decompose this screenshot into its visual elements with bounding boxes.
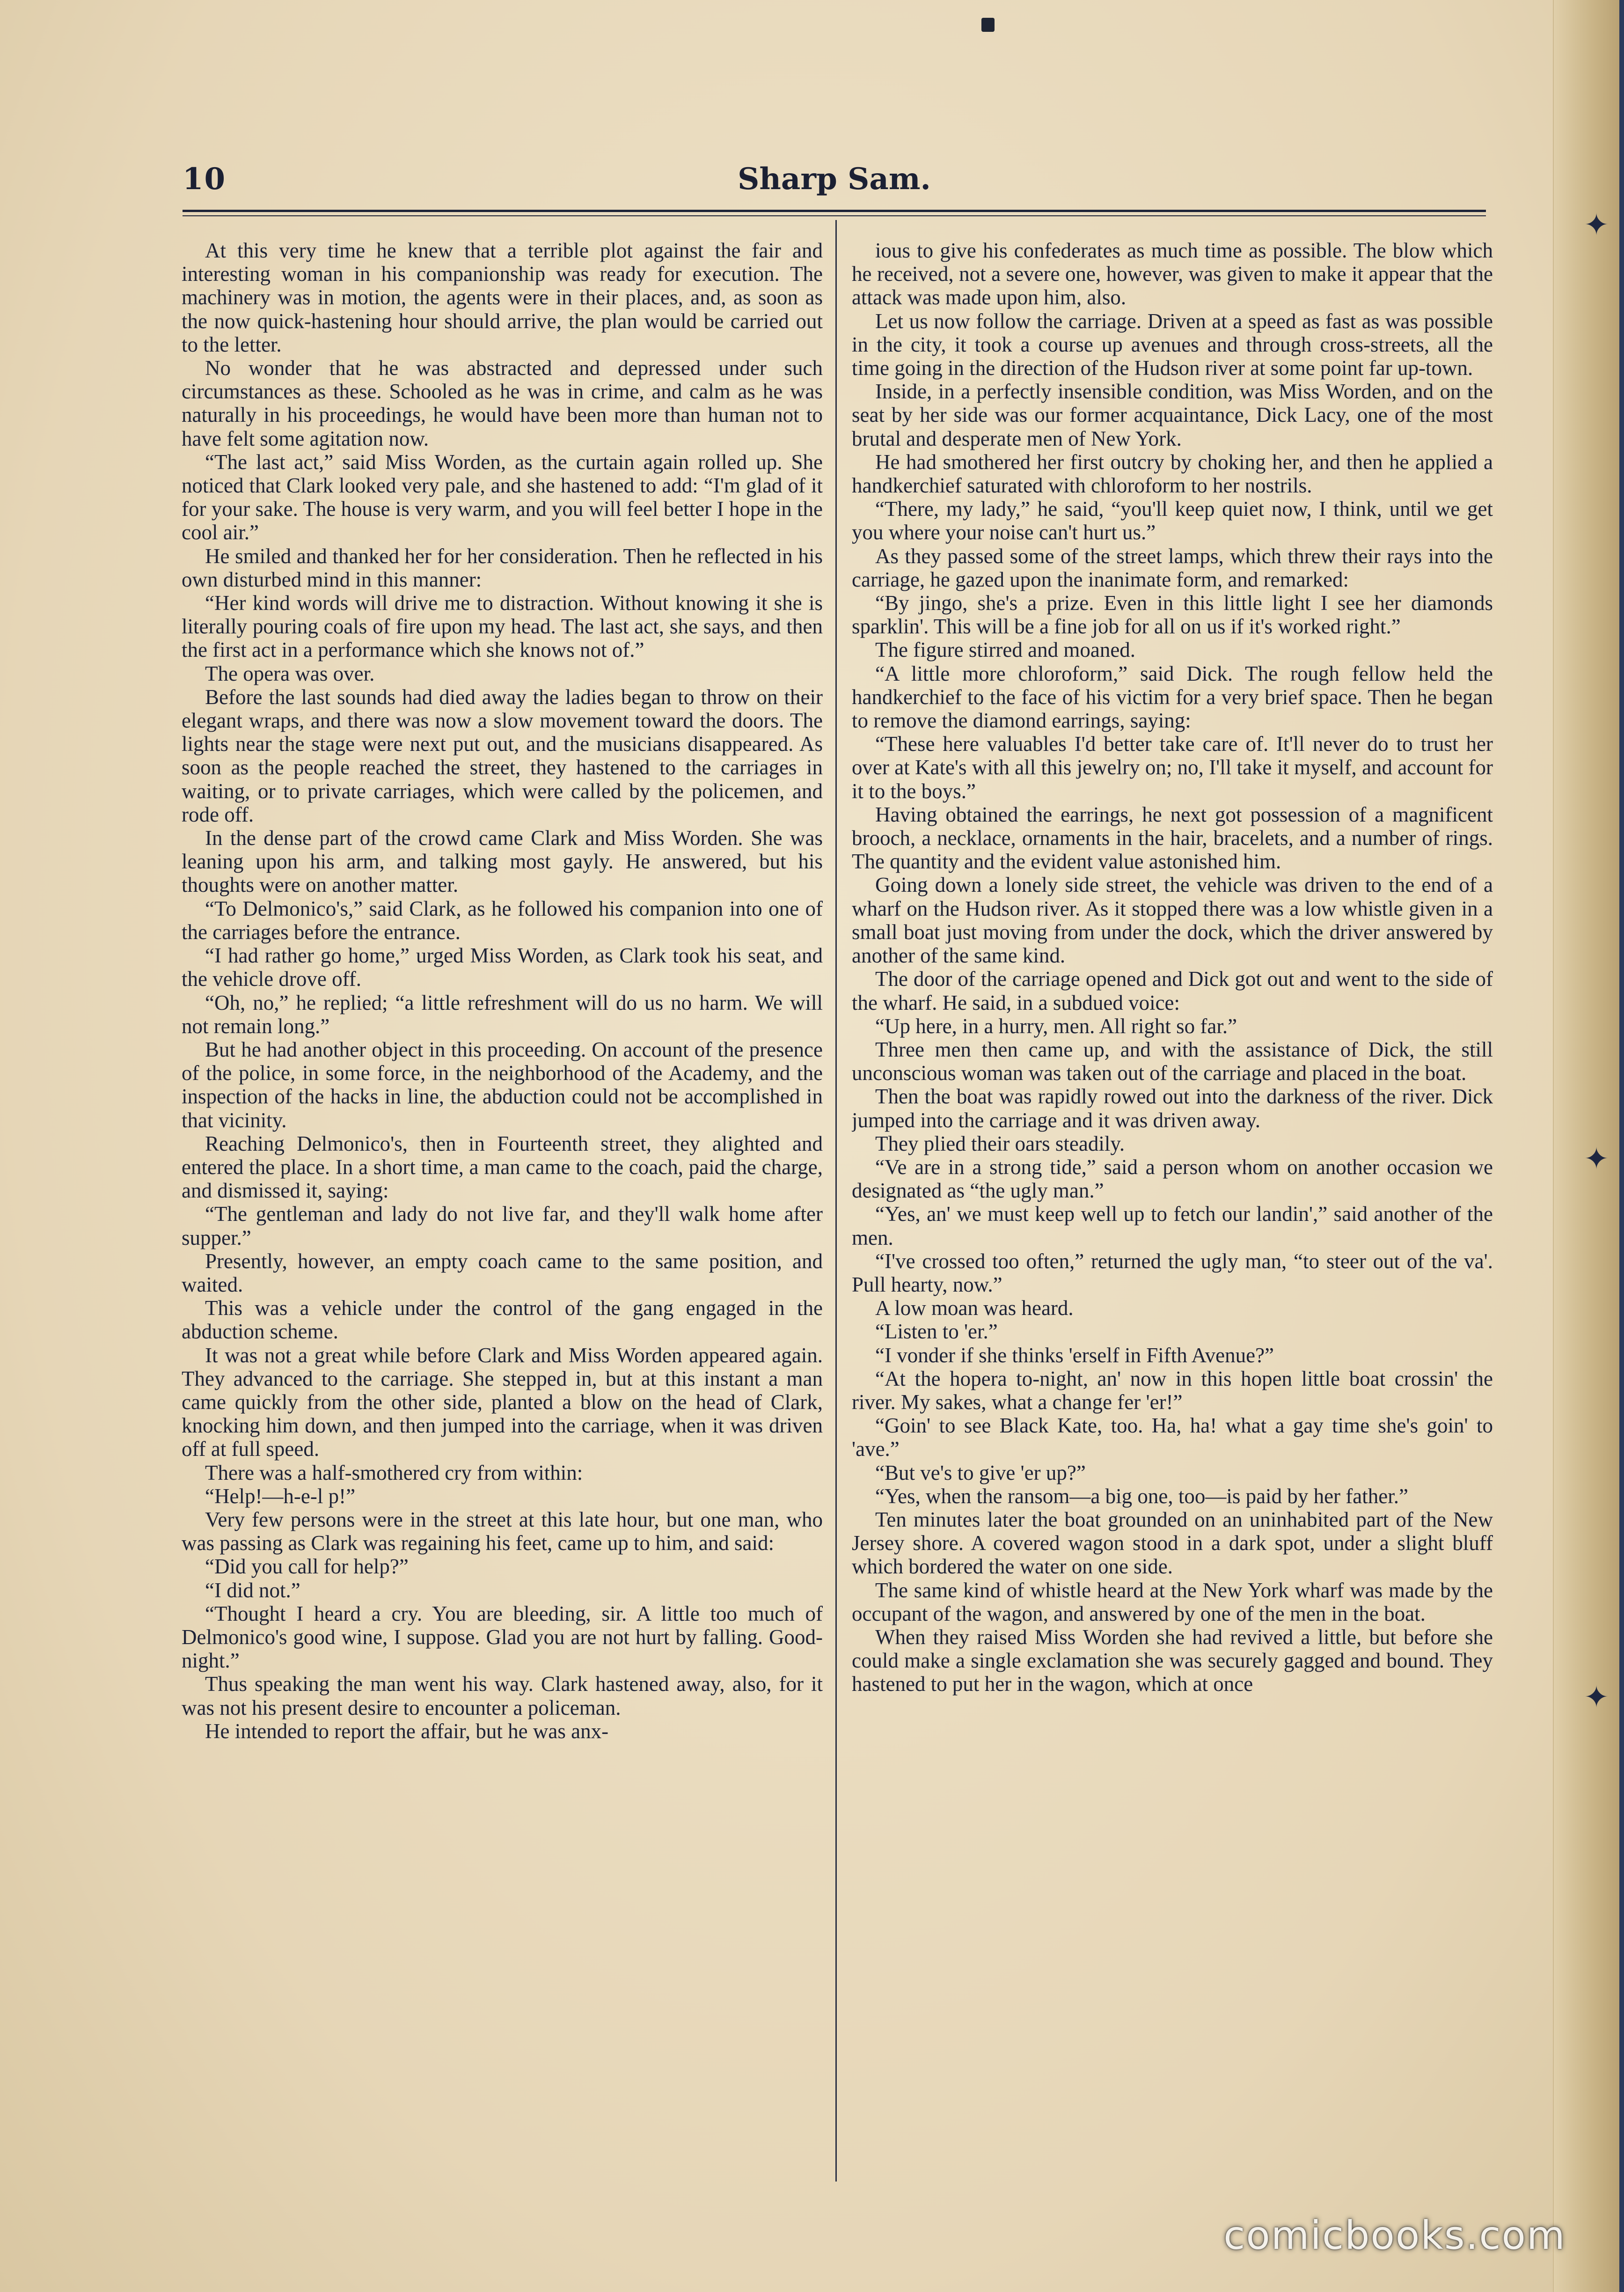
paragraph: He had smothered her first outcry by choking her, and then he applied a handkerchief saturated with chloroform to her nostrils. [852,450,1493,498]
top-printer-mark [981,18,995,32]
binding-staple-icon: ✦ [1584,1680,1609,1715]
paragraph: Going down a lonely side street, the vehicle was driven to the end of a wharf on the Hudson river. As it stopped there was a low whistle given in a small boat just moving from under the dock, which the driver answered by another of the same kind. [852,873,1493,968]
page-number: 10 [183,162,227,197]
paragraph: “I had rather go home,” urged Miss Worden, as Clark took his seat, and the vehicle drove off. [182,944,823,991]
right-column [852,239,1493,2196]
paragraph: But he had another object in this proceeding. On account of the presence of the police, in some force, in the neighborhood of the Academy, and the inspection of the hacks in line, the abduction could not be accomplished in that vicinity. [182,1037,823,1132]
paragraph: Then the boat was rapidly rowed out into the darkness of the river. Dick jumped into the carriage and it was driven away. [852,1085,1493,1132]
page-binding-edge [1553,0,1619,2292]
paragraph: “But ve's to give 'er up?” [875,1461,1086,1484]
paragraph: Three men then came up, and with the assistance of Dick, the still unconscious woman was taken out of the carriage and placed in the boat. [852,1037,1493,1085]
paragraph: The same kind of whistle heard at the New York wharf was made by the occupant of the wagon, and answered by one of the men in the boat. [852,1578,1493,1625]
paragraph: “Up here, in a hurry, men. All right so far.” [875,1014,1237,1038]
paragraph: “The last act,” said Miss Worden, as the curtain again rolled up. She noticed that Clark looked very pale, and she hastened to add: “I'm glad of it for your sake. The house is very warm, and you will feel better I hope in the cool air.” [182,450,823,544]
paragraph: “Help!—h-e-l p!” [205,1484,356,1508]
paragraph: “Ve are in a strong tide,” said a person whom on another occasion we designated as “the ugly man.” [852,1155,1493,1203]
paragraph: “These here valuables I'd better take care of. It'll never do to trust her over at Kate's with all this jewelry on; no, I'll take it myself, and account for it to the boys.” [852,732,1493,803]
paragraph: “Goin' to see Black Kate, too. Ha, ha! what a gay time she's goin' to 'ave.” [852,1414,1493,1461]
paragraph: As they passed some of the street lamps, which threw their rays into the carriage, he gazed upon the inanimate form, and remarked: [852,544,1493,591]
paragraph: At this very time he knew that a terrible plot against the fair and interesting woman in his companionship was ready for execution. The machinery was in motion, the agents were in their places, and, as soon as the now quick-hastening hour should arrive, the plan would be carried out to the letter. [182,239,823,356]
page-header [183,154,1486,197]
paragraph: Ten minutes later the boat grounded on an uninhabited part of the New Jersey shore. A covered wagon stood in a dark spot, under a slight bluff which bordered the water on one side. [852,1507,1493,1579]
paragraph: Very few persons were in the street at this late hour, but one man, who was passing as Clark was regaining his feet, came up to him, and said: [182,1507,823,1555]
paragraph: “Her kind words will drive me to distraction. Without knowing it she is literally pouring coals of fire upon my head. The last act, she says, and then the first act in a performance which she knows not of.” [182,591,823,662]
paragraph: Let us now follow the carriage. Driven at a speed as fast as was possible in the city, it took a course up avenues and through cross-streets, all the time going in the direction of the Hudson river at some point far up-town. [852,309,1493,380]
paragraph: “Did you call for help?” [205,1555,409,1579]
paragraph: This was a vehicle under the control of the gang engaged in the abduction scheme. [182,1296,823,1344]
paragraph: “There, my lady,” he said, “you'll keep quiet now, I think, until we get you where your noise can't hurt us.” [852,497,1493,544]
binding-staple-icon: ✦ [1584,208,1609,242]
paragraph: Thus speaking the man went his way. Clark hastened away, also, for it was not his present desire to encounter a policeman. [182,1672,823,1719]
paragraph: ious to give his confederates as much time as possible. The blow which he received, not a severe one, however, was given to make it appear that the attack was made upon him, also. [852,239,1493,309]
paragraph: In the dense part of the crowd came Clark and Miss Worden. She was leaning upon his arm, and talking most gayly. He answered, but his thoughts were on another matter. [182,826,823,897]
paragraph: “A little more chloroform,” said Dick. The rough fellow held the handkerchief to the face of his victim for a very brief space. Then he began to remove the diamond earrings, saying: [852,661,1493,733]
running-title: Sharp Sam. [738,162,931,197]
watermark-text: comicbooks.com [1223,2212,1566,2258]
paragraph: “The gentleman and lady do not live far, and they'll walk home after supper.” [182,1202,823,1249]
paragraph: The figure stirred and moaned. [875,638,1136,662]
paragraph: He smiled and thanked her for her consideration. Then he reflected in his own disturbed mind in this manner: [182,544,823,591]
paragraph: “By jingo, she's a prize. Even in this little light I see her diamonds sparklin'. This will be a fine job for all on us if it's worked right.” [852,591,1493,639]
left-column [182,239,823,2196]
binding-staple-icon: ✦ [1584,1142,1609,1176]
paragraph: He intended to report the affair, but he was anx- [205,1719,609,1743]
paragraph: Presently, however, an empty coach came to the same position, and waited. [182,1249,823,1296]
paragraph: They plied their oars steadily. [875,1131,1125,1155]
paragraph: The opera was over. [205,661,375,685]
header-rule [183,210,1486,212]
paragraph: The door of the carriage opened and Dick got out and went to the side of the wharf. He said, in a subdued voice: [852,967,1493,1014]
paragraph: Having obtained the earrings, he next got possession of a magnificent brooch, a necklace, ornaments in the hair, bracelets, and a number of rings. The quantity and the evident value astonished him. [852,802,1493,874]
paragraph: “Listen to 'er.” [875,1320,998,1344]
paragraph: No wonder that he was abstracted and depressed under such circumstances as these. Schooled as he was in crime, and calm as he was naturally in his proceedings, he would have been more than human not to have felt some agitation now. [182,356,823,450]
paragraph: “To Delmonico's,” said Clark, as he followed his companion into one of the carriages before the entrance. [182,896,823,944]
paragraph: “Yes, when the ransom—a big one, too—is paid by her father.” [875,1484,1408,1508]
paragraph: It was not a great while before Clark and Miss Worden appeared again. They advanced to the carriage. She stepped in, but at this instant a man came quickly from the other side, planted a blow on the head of Clark, knocking him down, and then jumped into the carriage, when it was driven off at full speed. [182,1343,823,1461]
paragraph: Before the last sounds had died away the ladies began to throw on their elegant wraps, and there was now a slow movement toward the doors. The lights near the stage were next put out, and the musicians disappeared. As soon as the people reached the street, they hastened to the carriages in waiting, or to private carriages, which were called by the policemen, and rode off. [182,685,823,826]
paragraph: Reaching Delmonico's, then in Fourteenth street, they alighted and entered the place. In a short time, a man came to the coach, paid the charge, and dismissed it, saying: [182,1131,823,1203]
paragraph: “I vonder if she thinks 'erself in Fifth Avenue?” [875,1343,1274,1367]
paragraph: “Oh, no,” he replied; “a little refreshment will do us no harm. We will not remain long.” [182,991,823,1038]
paragraph: Inside, in a perfectly insensible condition, was Miss Worden, and on the seat by her side was our former acquaintance, Dick Lacy, one of the most brutal and desperate men of New York. [852,380,1493,450]
paragraph: “Yes, an' we must keep well up to fetch our landin',” said another of the men. [852,1202,1493,1249]
paragraph: “I did not.” [205,1578,300,1602]
paragraph: A low moan was heard. [875,1296,1074,1320]
paragraph: There was a half-smothered cry from within: [205,1461,583,1484]
paragraph: “Thought I heard a cry. You are bleeding, sir. A little too much of Delmonico's good wine, I suppose. Glad you are not hurt by falling. Good-night.” [182,1601,823,1673]
column-divider [835,220,837,2182]
paragraph: “I've crossed too often,” returned the ugly man, “to steer out of the va'. Pull hearty, now.” [852,1249,1493,1296]
paragraph: “At the hopera to-night, an' now in this hopen little boat crossin' the river. My sakes, what a change fer 'er!” [852,1366,1493,1414]
header-rule-thin [183,215,1486,216]
paragraph: When they raised Miss Worden she had revived a little, but before she could make a single exclamation she was securely gagged and bound. They hastened to put her in the wagon, which at once [852,1625,1493,1696]
